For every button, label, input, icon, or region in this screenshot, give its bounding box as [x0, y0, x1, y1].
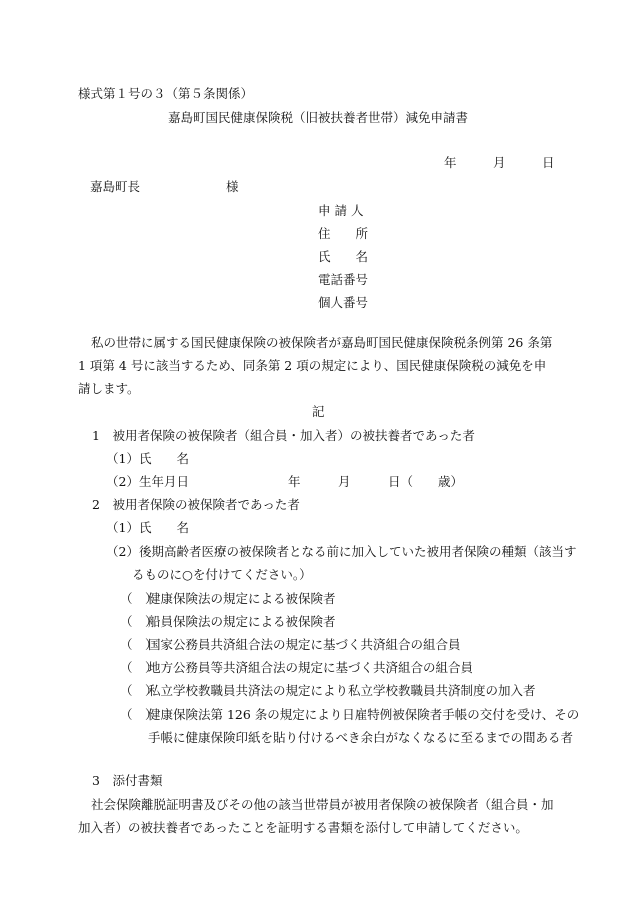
option-label: 国家公務員共済組合法の規定に基づく共済組合の組合員: [148, 637, 461, 652]
addressee-name: 嘉島町長: [90, 179, 141, 194]
option-checkbox[interactable]: （ ）: [120, 591, 158, 606]
applicant-name-label: 氏 名: [318, 249, 369, 264]
section1-birth-label: （2）生年月日: [106, 474, 189, 489]
section3-heading: 3 添付書類: [92, 773, 163, 788]
addressee-honorific: 様: [226, 179, 239, 194]
section1-birth-day-age: 日（ 歳）: [388, 474, 464, 489]
date-month: 月: [493, 155, 506, 170]
section2-name-label: （1）氏 名: [106, 520, 189, 535]
option-row: [120, 703, 584, 749]
section1-birth-month: 月: [338, 474, 351, 489]
option-row: [120, 660, 473, 676]
option-checkbox[interactable]: （ ）: [120, 637, 158, 652]
option-label: 健康保険法第 126 条の規定により日雇特例被保険者手帳の交付を受け、その手帳に健康保険印紙を貼り付けるべき余白がなくなるに至るまでの間ある者: [148, 707, 580, 745]
section1-birth-year: 年: [288, 474, 301, 489]
option-row: [120, 614, 336, 630]
section1-name-label: （1）氏 名: [106, 451, 189, 466]
option-label: 船員保険法の規定による被保険者: [148, 614, 336, 629]
applicant-heading: 申 請 人: [318, 203, 364, 218]
option-label: 地方公務員等共済組合法の規定に基づく共済組合の組合員: [148, 660, 474, 675]
body-text: 私の世帯に属する国民健康保険の被保険者が嘉島町国民健康保険税条例第 26 条第 1 項第 4 号に該当するため、同条第 2 項の規定により、国民健康保険税の減免を申請します。: [78, 335, 553, 396]
date-year: 年: [444, 155, 457, 170]
option-row: [120, 637, 461, 653]
form-title: 嘉島町国民健康保険税（旧被扶養者世帯）減免申請書: [168, 110, 469, 125]
ki-heading: 記: [312, 404, 325, 419]
option-row: [120, 683, 536, 699]
option-checkbox[interactable]: （ ）: [120, 660, 158, 675]
applicant-address-label: 住 所: [318, 226, 369, 241]
option-label: 私立学校教職員共済法の規定により私立学校教職員共済制度の加入者: [148, 683, 536, 698]
section1-heading: 1 被用者保険の被保険者（組合員・加入者）の被扶養者であった者: [92, 428, 475, 443]
section3-text: 社会保険離脱証明書及びその他の該当世帯員が被用者保険の被保険者（組合員・加加入者）の被扶養者であったことを証明する書類を添付して申請してください。: [78, 797, 554, 835]
option-label: 健康保険法の規定による被保険者: [148, 591, 336, 606]
option-checkbox[interactable]: （ ）: [120, 614, 158, 629]
section2-heading: 2 被用者保険の被保険者であった者: [92, 497, 300, 512]
section2-insurance-type: （2）後期高齢者医療の被保険者となる前に加入していた被用者保険の種類（該当するものに○を付けてください。）: [106, 544, 577, 582]
applicant-my-number-label: 個人番号: [318, 295, 369, 310]
option-checkbox[interactable]: （ ）: [120, 683, 158, 698]
date-day: 日: [542, 155, 555, 170]
applicant-phone-label: 電話番号: [318, 272, 369, 287]
form-number: 様式第１号の３（第５条関係）: [78, 86, 254, 101]
option-row: [120, 591, 336, 607]
option-checkbox[interactable]: （ ）: [120, 707, 158, 722]
